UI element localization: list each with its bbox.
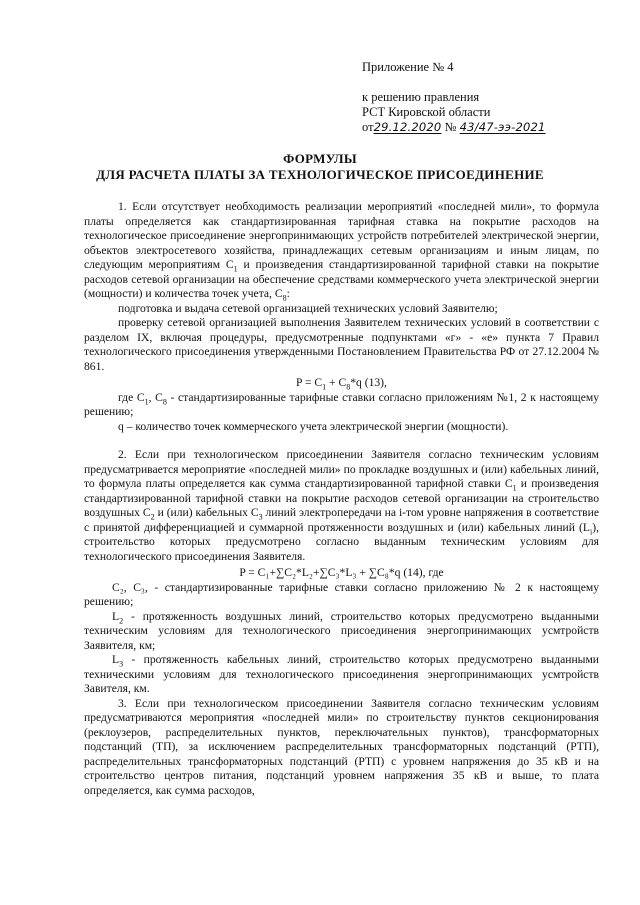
organization-name: РСТ Кировской области	[362, 105, 491, 119]
section-3-paragraph: 3. Если при технологическом присоединении Заявителя согласно техническим условиям предусматриваются мероприятия «последней мили» по строительству пунктов секционирования (реклоузеров, распределительных пунктов, переключательных пунктов), трансформаторных подстанций (ТП), за исключением распределительных трансформаторных подстанций (РТП), распределительных трансформаторных подстанций (РТП) с уровнем напряжения до 35 кВ и на строительство центров питания, подстанций уровнем напряжения 35 кВ и выше, то плата определяется, как сумма расходов,	[84, 696, 599, 797]
paragraph-gap	[84, 434, 599, 448]
l2-definition: $L_2$ - протяженность воздушных линий, строительство которых предусмотрено выданными техническим условиям для технологического присоединения энергопринимающих усмтройств Заявителя, км;	[84, 609, 599, 652]
decision-ref: к решению правления	[362, 90, 480, 104]
number-sign: №	[444, 120, 457, 134]
handwritten-number: 43/47-ээ-2021	[459, 120, 546, 134]
formula-13: $P = C_1 + C_8*q$ (13),	[296, 376, 387, 392]
section-1-item-2: проверку сетевой организацией выполнения Заявителем технических условий в соответствии с разделом IX, включая процедуры, предусмотренные подпунктами «г» - «е» пункта 7 Правил технологического присоединения утвержденными Постановлением Правительства РФ от 27.12.2004 № 861.	[84, 316, 599, 373]
handwritten-date: 29.12.2020	[373, 120, 442, 134]
date-prefix: от	[362, 120, 374, 134]
page-title: ФОРМУЛЫ	[283, 151, 357, 166]
section-2-paragraph: 2. Если при технологическом присоединении Заявителя согласно техническим условиям предусматривается мероприятие «последней мили» по прокладке воздушных и (или) кабельных линий, то формула платы определяется как сумма стандартизированной тарифной ставки $C_1$ и произведения стандартизированной тарифной ставки на покрытие расходов сетевой организации на строительство воздушных $C_2$ и (или) кабельных $C_3$ линий электропередачи на i-том уровне напряжения в соответствие с принятой дифференциацией и суммарной протяженности воздушных и (или) кабельных линий $(L_i)$, строительство которых предусмотрено согласно выданным техническим условиям для технологического присоединения Заявителя.	[84, 448, 599, 563]
formula-14-legend: C₂, C₃, - стандартизированные тарифные ставки согласно приложению № 2 к настоящему решению;	[84, 580, 599, 608]
appendix-label: Приложение № 4	[362, 60, 454, 74]
section-1-item-1: подготовка и выдача сетевой организацией технических условий Заявителю;	[118, 301, 498, 315]
section-1-paragraph: 1. Если отсутствует необходимость реализации мероприятий «последней мили», то формула платы определяется как стандартизированная тарифная ставка на покрытие расходов на технологическое присоединение энергопринимающих устройств потребителей электрической энергии, объектов электросетевого хозяйства, принадлежащих сетевым организациям и иным лицам, по следующим мероприятиям $C_1$ и произведения стандартизированной тарифной ставки на покрытие расходов сетевой организации на обеспечение средствами коммерческого учета электрической энергии (мощности) и количества точек учета, $C_8$:	[84, 200, 599, 303]
page-subtitle: ДЛЯ РАСЧЕТА ПЛАТЫ ЗА ТЕХНОЛОГИЧЕСКОЕ ПРИСОЕДИНЕНИЕ	[96, 167, 544, 182]
q-definition: q – количество точек коммерческого учета электрической энергии (мощности).	[118, 419, 509, 433]
decision-date-line	[362, 120, 546, 135]
formula-13-legend: где $C_1$, $C_8$ - стандартизированные тарифные ставки согласно приложениям №1, 2 к настоящему решению;	[84, 390, 600, 418]
document-body	[84, 200, 599, 798]
l3-definition: $L_3$ - протяженность кабельных линий, строительство которых предусмотрено выданными техническими условиям для технологического присоединения энергопринимающих усмтройств Завителя, км.	[84, 653, 599, 695]
formula-14: P = C₁+∑C₂*L₂+∑C₃*L₃ + ∑C₈*q (14), где	[239, 566, 444, 579]
